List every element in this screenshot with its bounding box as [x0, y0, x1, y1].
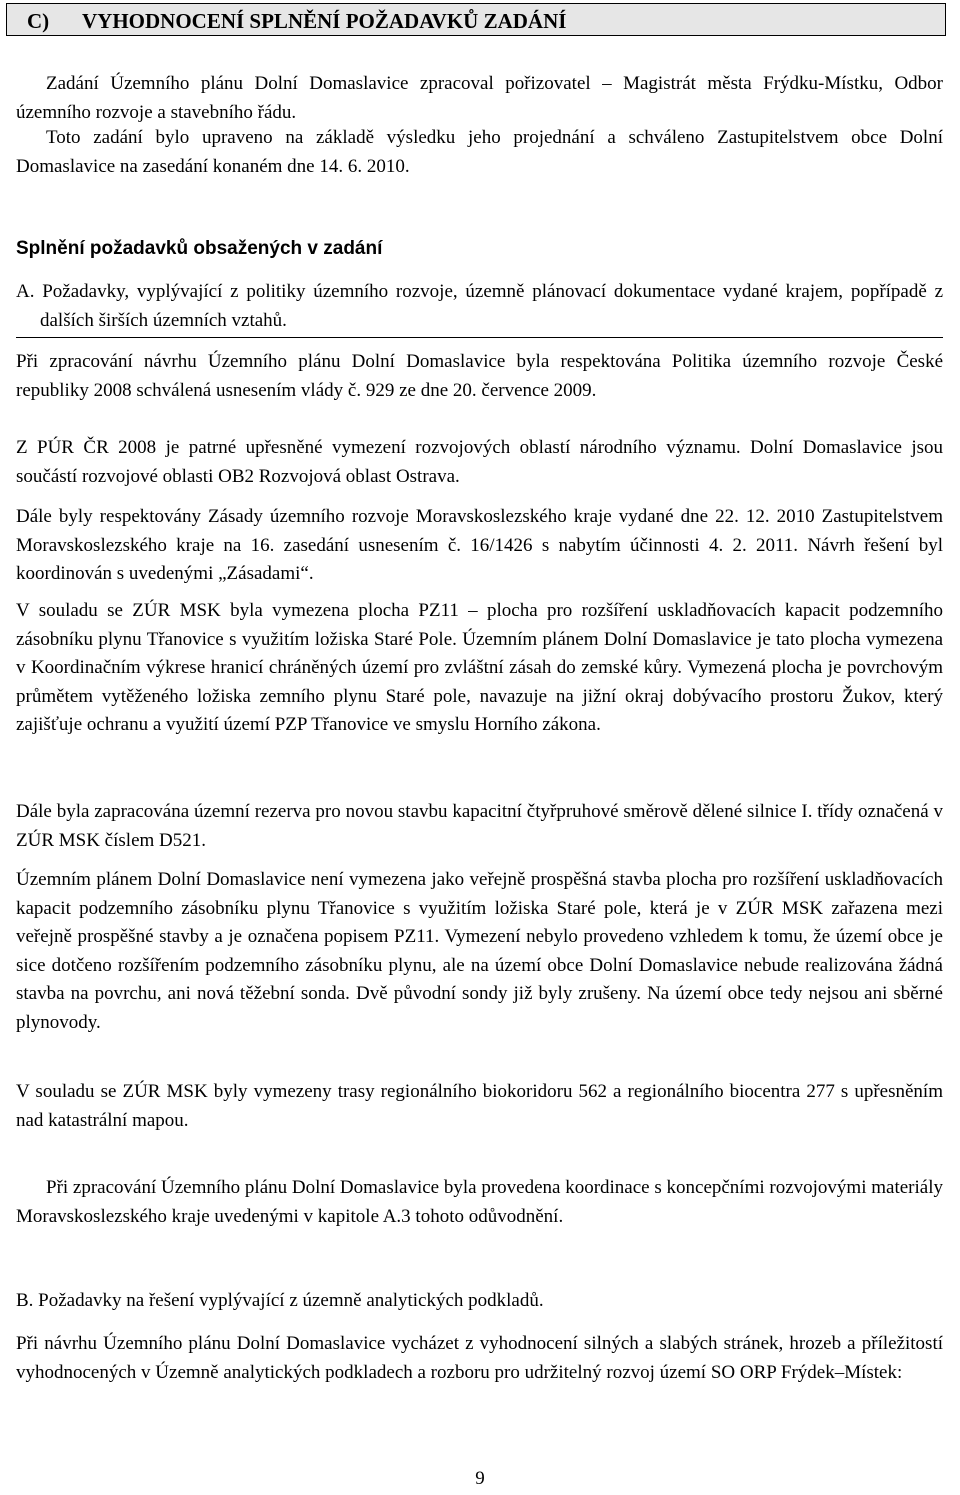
subsection-heading: Splnění požadavků obsažených v zadání [16, 238, 383, 259]
body-paragraph-8: Při zpracování Územního plánu Dolní Domaslavice byla provedena koordinace s koncepčními rozvojovými materiály Moravskoslezského kraje uvedenými v kapitole A.3 tohoto odůvodnění. [16, 1177, 943, 1227]
requirement-a: A. Požadavky, vyplývající z politiky územního rozvoje, územně plánovací dokumentace vydané krajem, popřípadě z dalších širších územních vztahů. [16, 281, 943, 331]
page-number: 9 [475, 1468, 485, 1489]
body-paragraph-2: Z PÚR ČR 2008 je patrné upřesněné vymezení rozvojových oblastí národního významu. Dolní Domaslavice jsou součástí rozvojové oblasti OB2 Rozvojová oblast Ostrava. [16, 437, 943, 487]
body-paragraph-4: V souladu se ZÚR MSK byla vymezena plocha PZ11 – plocha pro rozšíření uskladňovacích kapacit podzemního zásobníku plynu Třanovice s využitím ložiska Staré Pole. Územním plánem Dolní Domaslavice je tato plocha vymezena v Koordinačním výkrese hranicí chráněných území pro zvláštní zásah do zemské kůry. Vymezená plocha je povrchovým průmětem vytěženého ložiska zemního plynu Staré pole, navazuje na jižní okraj dobývacího prostoru Žukov, který zajišťuje ochranu a využití území PZP Třanovice ve smyslu Horního zákona. [16, 600, 943, 735]
body-paragraph-6: Územním plánem Dolní Domaslavice není vymezena jako veřejně prospěšná stavba plocha pro rozšíření uskladňovacích kapacit podzemního zásobníku plynu Třanovice s využitím ložiska Staré pole, která je v ZÚR MSK zařazena mezi veřejně prospěšné stavby a je označena popisem PZ11. Vymezení nebylo provedeno vzhledem k tomu, že území obce je sice dotčeno rozšířením podzemního zásobníku plynu, ale na území obce Dolní Domaslavice nebude realizována žádná stavba na povrchu, ani nová těžební sonda. Dvě původní sondy již byly zrušeny. Na území obce tedy nejsou ani sběrné plynovody. [16, 869, 943, 1033]
final-paragraph: Při návrhu Územního plánu Dolní Domaslavice vycházet z vyhodnocení silných a slabých stránek, hrozeb a příležitostí vyhodnocených v Územně analytických podkladech a rozboru pro udržitelný rozvoj území SO ORP Frýdek–Místek: [16, 1333, 943, 1383]
section-header [6, 3, 946, 36]
body-paragraph-1: Při zpracování návrhu Územního plánu Dolní Domaslavice byla respektována Politika územního rozvoje České republiky 2008 schválená usnesením vlády č. 929 ze dne 20. července 2009. [16, 351, 943, 401]
body-paragraph-3: Dále byly respektovány Zásady územního rozvoje Moravskoslezského kraje vydané dne 22. 12. 2010 Zastupitelstvem Moravskoslezského kraje na 16. zasedání usnesením č. 16/1426 s nabytím účinnosti 4. 2. 2011. Návrh řešení byl koordinován s uvedenými „Zásadami“. [16, 506, 943, 584]
requirement-b: B. Požadavky na řešení vyplývající z územně analytických podkladů. [16, 1290, 544, 1311]
body-paragraph-7: V souladu se ZÚR MSK byly vymezeny trasy regionálního biokoridoru 562 a regionálního biocentra 277 s upřesněním nad katastrální mapou. [16, 1081, 943, 1131]
intro-paragraph-2: Toto zadání bylo upraveno na základě výsledku jeho projednání a schváleno Zastupitelstvem obce Dolní Domaslavice na zasedání konaném dne 14. 6. 2010. [16, 127, 943, 177]
body-paragraph-5: Dále byla zapracována územní rezerva pro novou stavbu kapacitní čtyřpruhové směrově dělené silnice I. třídy označená v ZÚR MSK číslem D521. [16, 801, 943, 851]
section-code: C) [27, 9, 50, 33]
section-title: VYHODNOCENÍ SPLNĚNÍ POŽADAVKŮ ZADÁNÍ [82, 9, 567, 33]
intro-paragraph-1: Zadání Územního plánu Dolní Domaslavice zpracoval pořizovatel – Magistrát města Frýdku-Místku, Odbor územního rozvoje a stavebního řádu. [16, 73, 943, 123]
divider-line [16, 337, 943, 338]
